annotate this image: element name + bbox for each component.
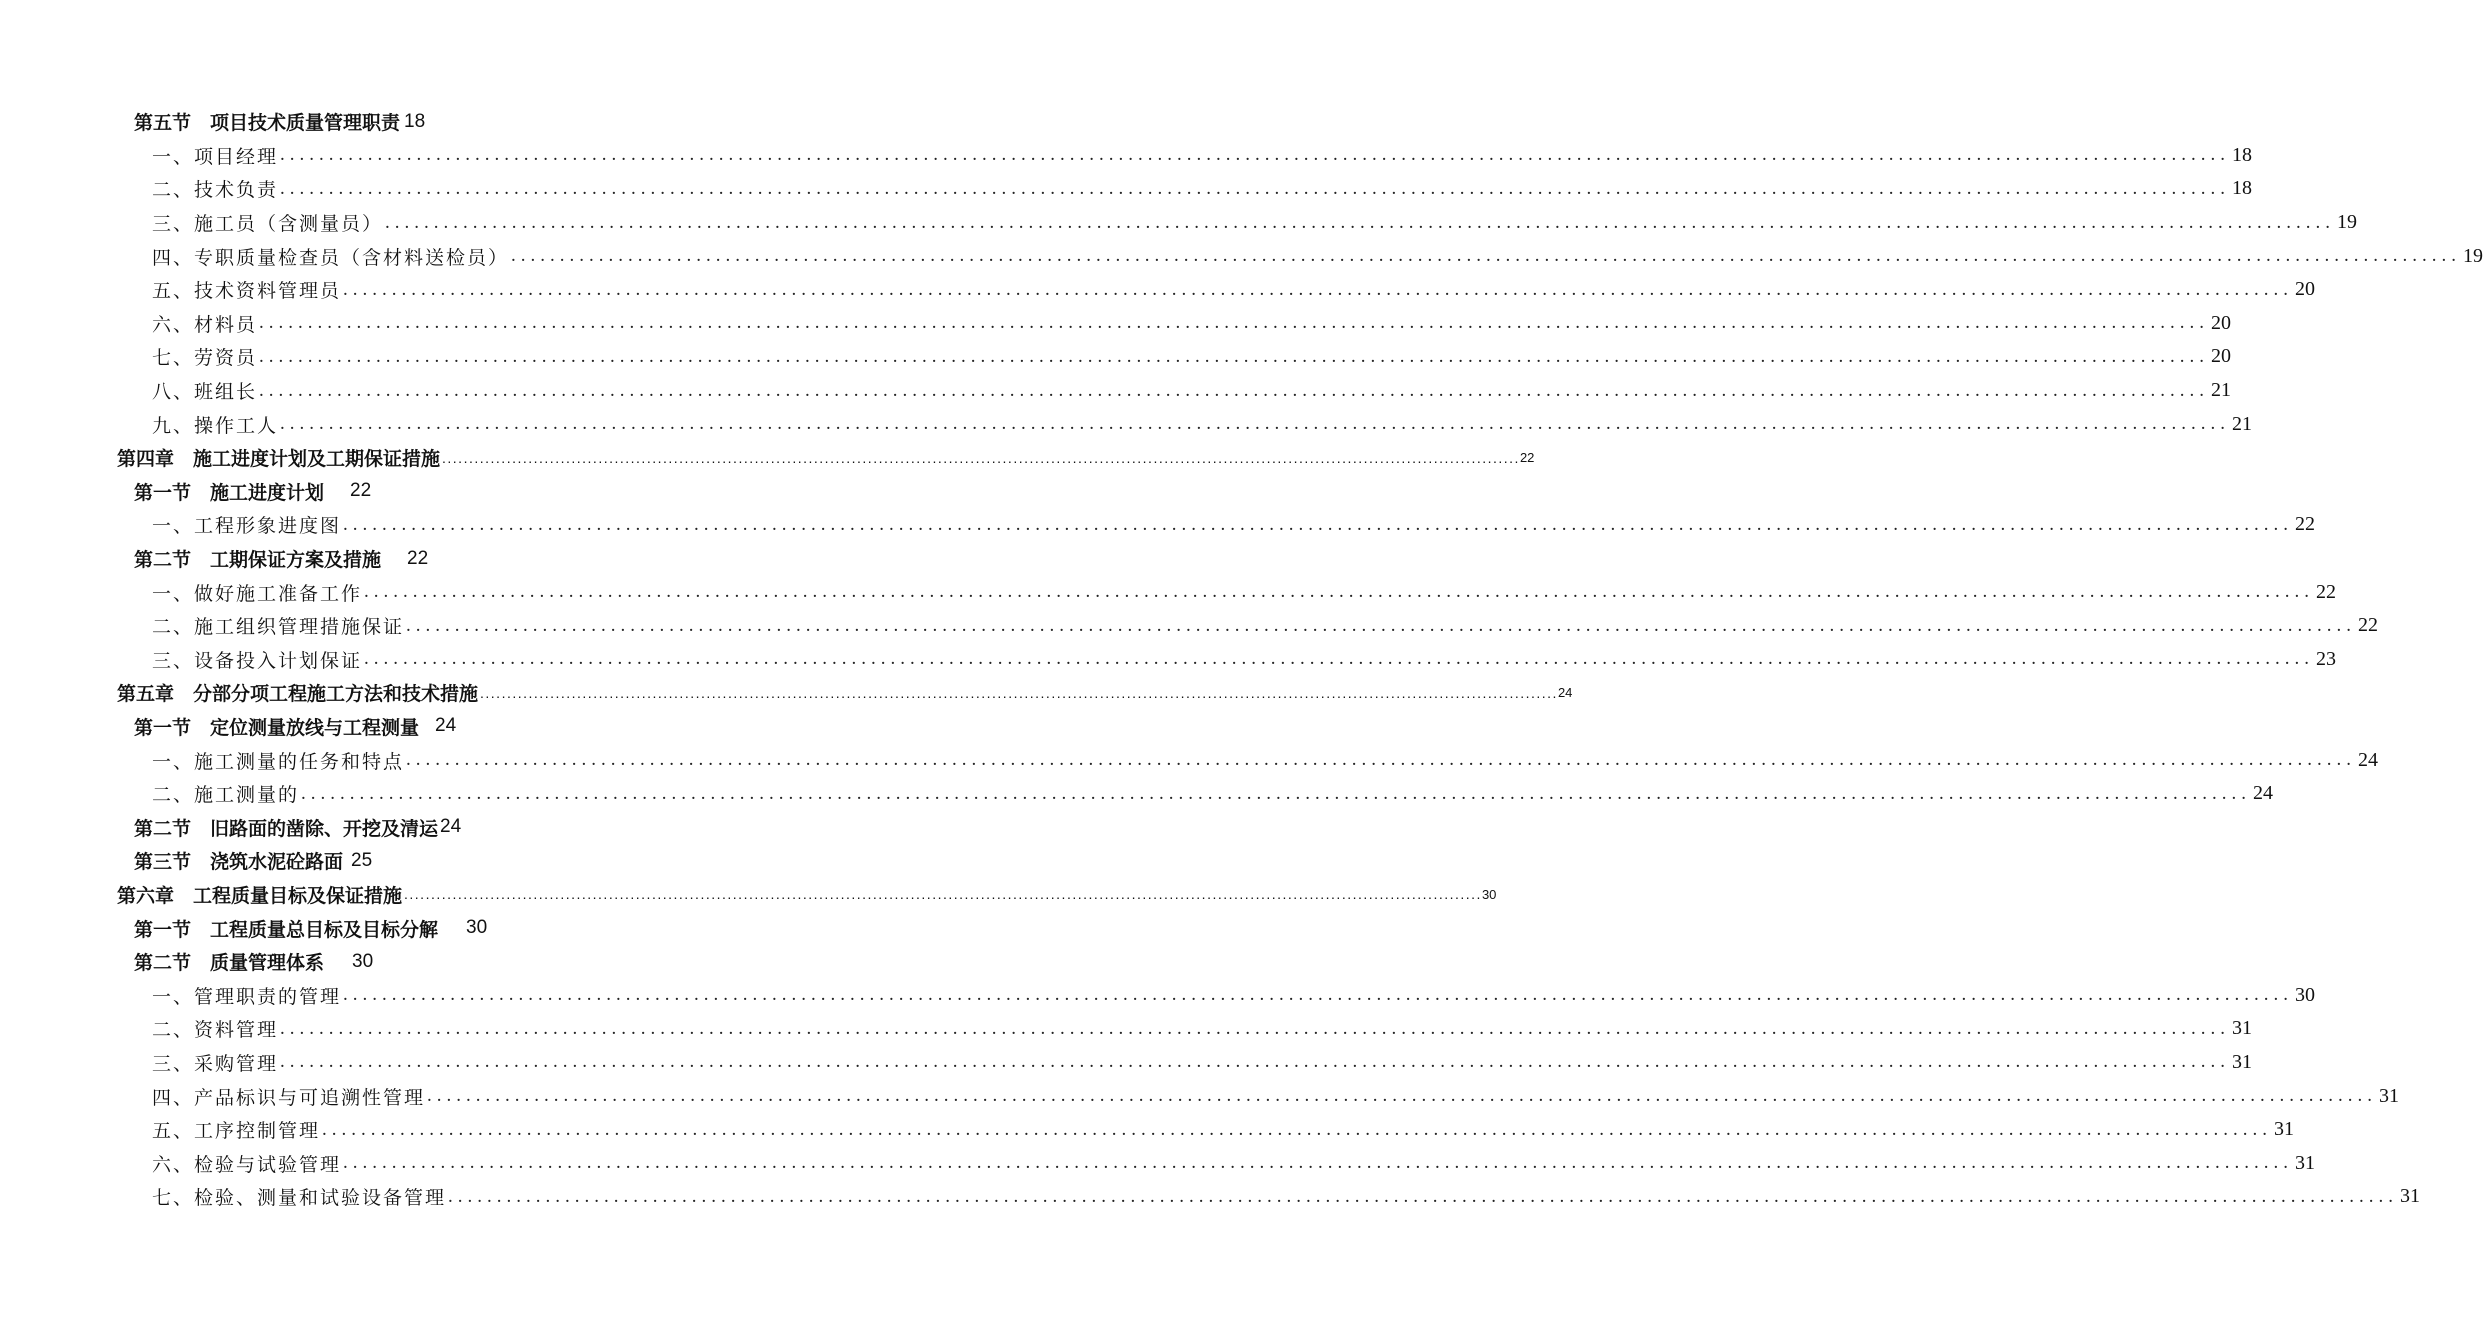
dot-leader: ........................................................................................................................................................................................................ bbox=[404, 886, 1482, 903]
toc-item[interactable] bbox=[152, 1146, 2316, 1180]
toc-page-number: 20 bbox=[2211, 311, 2232, 334]
toc-entry-label: 六、检验与试验管理 bbox=[152, 1153, 342, 1176]
toc-entry-label: 九、操作工人 bbox=[152, 414, 279, 437]
toc-item[interactable] bbox=[152, 239, 2483, 273]
toc-row bbox=[0, 710, 950, 744]
toc-item[interactable] bbox=[152, 1180, 2421, 1214]
toc-item[interactable] bbox=[152, 273, 2316, 307]
dot-leader: ........................................................................................................................................................................................................ bbox=[364, 648, 2315, 670]
dot-leader: ........................................................................................................................................................................................................ bbox=[448, 1185, 2399, 1207]
toc-item[interactable] bbox=[152, 508, 2316, 542]
dot-leader: ........................................................................................................................................................................................................ bbox=[480, 684, 1558, 701]
toc-row bbox=[0, 407, 2253, 441]
dot-leader: ........................................................................................................................................................................................................ bbox=[280, 1051, 2231, 1073]
toc-entry-label: 二、技术负责 bbox=[152, 179, 279, 202]
toc-chapter[interactable] bbox=[117, 441, 1535, 475]
toc-page-number: 18 bbox=[2232, 143, 2253, 166]
toc-item[interactable] bbox=[152, 206, 2358, 240]
dot-leader: ........................................................................................................................................................................................................ bbox=[406, 614, 2357, 636]
toc-row bbox=[0, 374, 2232, 408]
toc-entry-label: 第二节 质量管理体系 bbox=[134, 952, 325, 975]
toc-row bbox=[0, 1146, 2316, 1180]
toc-page-number: 22 bbox=[2316, 580, 2337, 603]
dot-leader: ........................................................................................................................................................................................................ bbox=[406, 749, 2357, 771]
toc-item[interactable] bbox=[152, 1046, 2253, 1080]
toc-page-number: 18 bbox=[404, 110, 426, 132]
toc-entry-label: 一、项目经理 bbox=[152, 145, 279, 168]
toc-chapter[interactable] bbox=[117, 878, 1497, 912]
toc-entry-label: 二、施工测量的 bbox=[152, 784, 300, 807]
toc-entry-label: 五、技术资料管理员 bbox=[152, 280, 342, 303]
dot-leader: ........................................................................................................................................................................................................ bbox=[343, 278, 2294, 300]
toc-row bbox=[0, 273, 2316, 307]
dot-leader: ........................................................................................................................................................................................................ bbox=[442, 449, 1520, 466]
toc-item[interactable] bbox=[152, 575, 2337, 609]
toc-row bbox=[0, 878, 1497, 912]
dot-leader: ........................................................................................................................................................................................................ bbox=[511, 245, 2462, 267]
toc-row bbox=[0, 441, 1535, 475]
toc-entry-label: 第一节 定位测量放线与工程测量 bbox=[134, 716, 420, 739]
dot-leader: ........................................................................................................................................................................................................ bbox=[322, 1118, 2273, 1140]
toc-entry-label: 一、管理职责的管理 bbox=[152, 985, 342, 1008]
toc-page-number: 22 bbox=[2358, 614, 2379, 637]
dot-leader: ........................................................................................................................................................................................................ bbox=[364, 581, 2315, 603]
toc-entry-label: 五、工序控制管理 bbox=[152, 1120, 321, 1143]
dot-leader: ........................................................................................................................................................................................................ bbox=[259, 345, 2210, 367]
toc-entry-label: 六、材料员 bbox=[152, 313, 258, 336]
toc-page-number: 31 bbox=[2379, 1084, 2400, 1107]
toc-page-number: 24 bbox=[2253, 782, 2274, 805]
toc-item[interactable] bbox=[152, 1113, 2295, 1147]
toc-page-number: 31 bbox=[2400, 1185, 2421, 1208]
toc-page-number: 21 bbox=[2232, 412, 2253, 435]
toc-entry-label: 一、做好施工准备工作 bbox=[152, 582, 363, 605]
toc-page-number: 18 bbox=[2232, 177, 2253, 200]
toc-row bbox=[0, 643, 2337, 677]
dot-leader: ........................................................................................................................................................................................................ bbox=[280, 413, 2231, 435]
toc-page-number: 22 bbox=[2295, 513, 2316, 536]
toc-page-number: 30 bbox=[466, 917, 488, 939]
toc-row bbox=[0, 945, 950, 979]
dot-leader: ........................................................................................................................................................................................................ bbox=[259, 379, 2210, 401]
dot-leader: ........................................................................................................................................................................................................ bbox=[280, 177, 2231, 199]
toc-row bbox=[0, 609, 2379, 643]
toc-entry-label: 第二节 工期保证方案及措施 bbox=[134, 549, 382, 572]
toc-entry-label: 七、劳资员 bbox=[152, 347, 258, 370]
toc-page-number: 31 bbox=[2232, 1017, 2253, 1040]
toc-page-number: 22 bbox=[1519, 450, 1535, 466]
toc-page-number: 24 bbox=[440, 816, 462, 838]
toc-row bbox=[0, 978, 2316, 1012]
toc-entry-label: 第六章 工程质量目标及保证措施 bbox=[117, 884, 403, 907]
toc-page-number: 31 bbox=[2232, 1050, 2253, 1073]
toc-page-number: 19 bbox=[2337, 211, 2358, 234]
toc-row bbox=[0, 743, 2379, 777]
toc-section[interactable] bbox=[134, 911, 487, 945]
toc-page-number: 24 bbox=[2358, 748, 2379, 771]
toc-entry-label: 三、施工员（含测量员） bbox=[152, 213, 384, 236]
toc-row bbox=[0, 1046, 2253, 1080]
toc-item[interactable] bbox=[152, 307, 2232, 341]
dot-leader: ........................................................................................................................................................................................................ bbox=[427, 1085, 2378, 1107]
toc-row bbox=[0, 575, 2337, 609]
toc-row bbox=[0, 1012, 2253, 1046]
toc-row bbox=[0, 1180, 2421, 1214]
toc-row bbox=[0, 911, 950, 945]
toc-page-number: 31 bbox=[2274, 1118, 2295, 1141]
toc-section[interactable] bbox=[134, 105, 425, 139]
toc-item[interactable] bbox=[152, 978, 2316, 1012]
toc-item[interactable] bbox=[152, 340, 2232, 374]
toc-item[interactable] bbox=[152, 374, 2232, 408]
toc-page-number: 25 bbox=[351, 849, 373, 871]
toc-entry-label: 第一节 工程质量总目标及目标分解 bbox=[134, 918, 439, 941]
toc-entry-label: 二、资料管理 bbox=[152, 1019, 279, 1042]
toc-entry-label: 三、采购管理 bbox=[152, 1052, 279, 1075]
dot-leader: ........................................................................................................................................................................................................ bbox=[280, 1017, 2231, 1039]
dot-leader: ........................................................................................................................................................................................................ bbox=[385, 211, 2336, 233]
toc-entry-label: 一、施工测量的任务和特点 bbox=[152, 750, 405, 773]
toc-page-number: 31 bbox=[2295, 1151, 2316, 1174]
toc-entry-label: 第二节 旧路面的凿除、开挖及清运 bbox=[134, 817, 439, 840]
dot-leader: ........................................................................................................................................................................................................ bbox=[343, 513, 2294, 535]
toc-row bbox=[0, 206, 2358, 240]
toc-entry-label: 四、产品标识与可追溯性管理 bbox=[152, 1086, 426, 1109]
toc-page-number: 22 bbox=[407, 547, 429, 569]
toc-row bbox=[0, 172, 2253, 206]
toc-section[interactable] bbox=[134, 844, 372, 878]
toc-entry-label: 二、施工组织管理措施保证 bbox=[152, 616, 405, 639]
toc-item[interactable] bbox=[152, 777, 2274, 811]
toc-page-number: 23 bbox=[2316, 647, 2337, 670]
toc-row bbox=[0, 777, 2274, 811]
toc-page-number: 19 bbox=[2463, 244, 2483, 267]
toc-item[interactable] bbox=[152, 407, 2253, 441]
toc-row bbox=[0, 844, 950, 878]
toc-section[interactable] bbox=[134, 475, 371, 509]
toc-entry-label: 八、班组长 bbox=[152, 381, 258, 404]
toc-item[interactable] bbox=[152, 609, 2379, 643]
toc-entry-label: 第五节 项目技术质量管理职责 bbox=[134, 112, 401, 135]
toc-page-number: 30 bbox=[352, 950, 374, 972]
toc-entry-label: 第四章 施工进度计划及工期保证措施 bbox=[117, 448, 441, 471]
toc-row bbox=[0, 307, 2232, 341]
toc-page-number: 24 bbox=[435, 715, 457, 737]
toc-row bbox=[0, 542, 950, 576]
toc-item[interactable] bbox=[152, 1012, 2253, 1046]
toc-item[interactable] bbox=[152, 743, 2379, 777]
dot-leader: ........................................................................................................................................................................................................ bbox=[343, 1152, 2294, 1174]
toc-page-number: 21 bbox=[2211, 379, 2232, 402]
dot-leader: ........................................................................................................................................................................................................ bbox=[301, 782, 2252, 804]
toc-row bbox=[0, 810, 950, 844]
toc-entry-label: 第五章 分部分项工程施工方法和技术措施 bbox=[117, 683, 479, 706]
toc-chapter[interactable] bbox=[117, 676, 1573, 710]
toc-row bbox=[0, 508, 2316, 542]
toc-section[interactable] bbox=[134, 542, 428, 576]
toc-section[interactable] bbox=[134, 945, 373, 979]
toc-entry-label: 四、专职质量检查员（含材料送检员） bbox=[152, 246, 510, 269]
toc-page-number: 22 bbox=[350, 480, 372, 502]
toc-item[interactable] bbox=[152, 139, 2253, 173]
toc-item[interactable] bbox=[152, 1079, 2400, 1113]
toc-row bbox=[0, 1113, 2295, 1147]
toc-row bbox=[0, 1079, 2400, 1113]
toc-entry-label: 七、检验、测量和试验设备管理 bbox=[152, 1187, 447, 1210]
toc-page-number: 20 bbox=[2295, 278, 2316, 301]
toc-entry-label: 第一节 施工进度计划 bbox=[134, 481, 325, 504]
dot-leader: ........................................................................................................................................................................................................ bbox=[259, 312, 2210, 334]
toc-section[interactable] bbox=[134, 810, 461, 844]
toc-row bbox=[0, 105, 950, 139]
toc-entry-label: 一、工程形象进度图 bbox=[152, 515, 342, 538]
dot-leader: ........................................................................................................................................................................................................ bbox=[280, 144, 2231, 166]
table-of-contents bbox=[0, 105, 2483, 1214]
toc-item[interactable] bbox=[152, 643, 2337, 677]
toc-item[interactable] bbox=[152, 172, 2253, 206]
toc-entry-label: 三、设备投入计划保证 bbox=[152, 649, 363, 672]
toc-page-number: 30 bbox=[2295, 983, 2316, 1006]
dot-leader: ........................................................................................................................................................................................................ bbox=[343, 984, 2294, 1006]
toc-row bbox=[0, 239, 2483, 273]
toc-row bbox=[0, 139, 2253, 173]
toc-row bbox=[0, 340, 2232, 374]
toc-page-number: 30 bbox=[1481, 886, 1497, 902]
toc-row bbox=[0, 676, 1573, 710]
toc-row bbox=[0, 475, 950, 509]
toc-page-number: 20 bbox=[2211, 345, 2232, 368]
toc-entry-label: 第三节 浇筑水泥砼路面 bbox=[134, 851, 344, 874]
toc-section[interactable] bbox=[134, 710, 456, 744]
toc-page-number: 24 bbox=[1557, 685, 1573, 701]
